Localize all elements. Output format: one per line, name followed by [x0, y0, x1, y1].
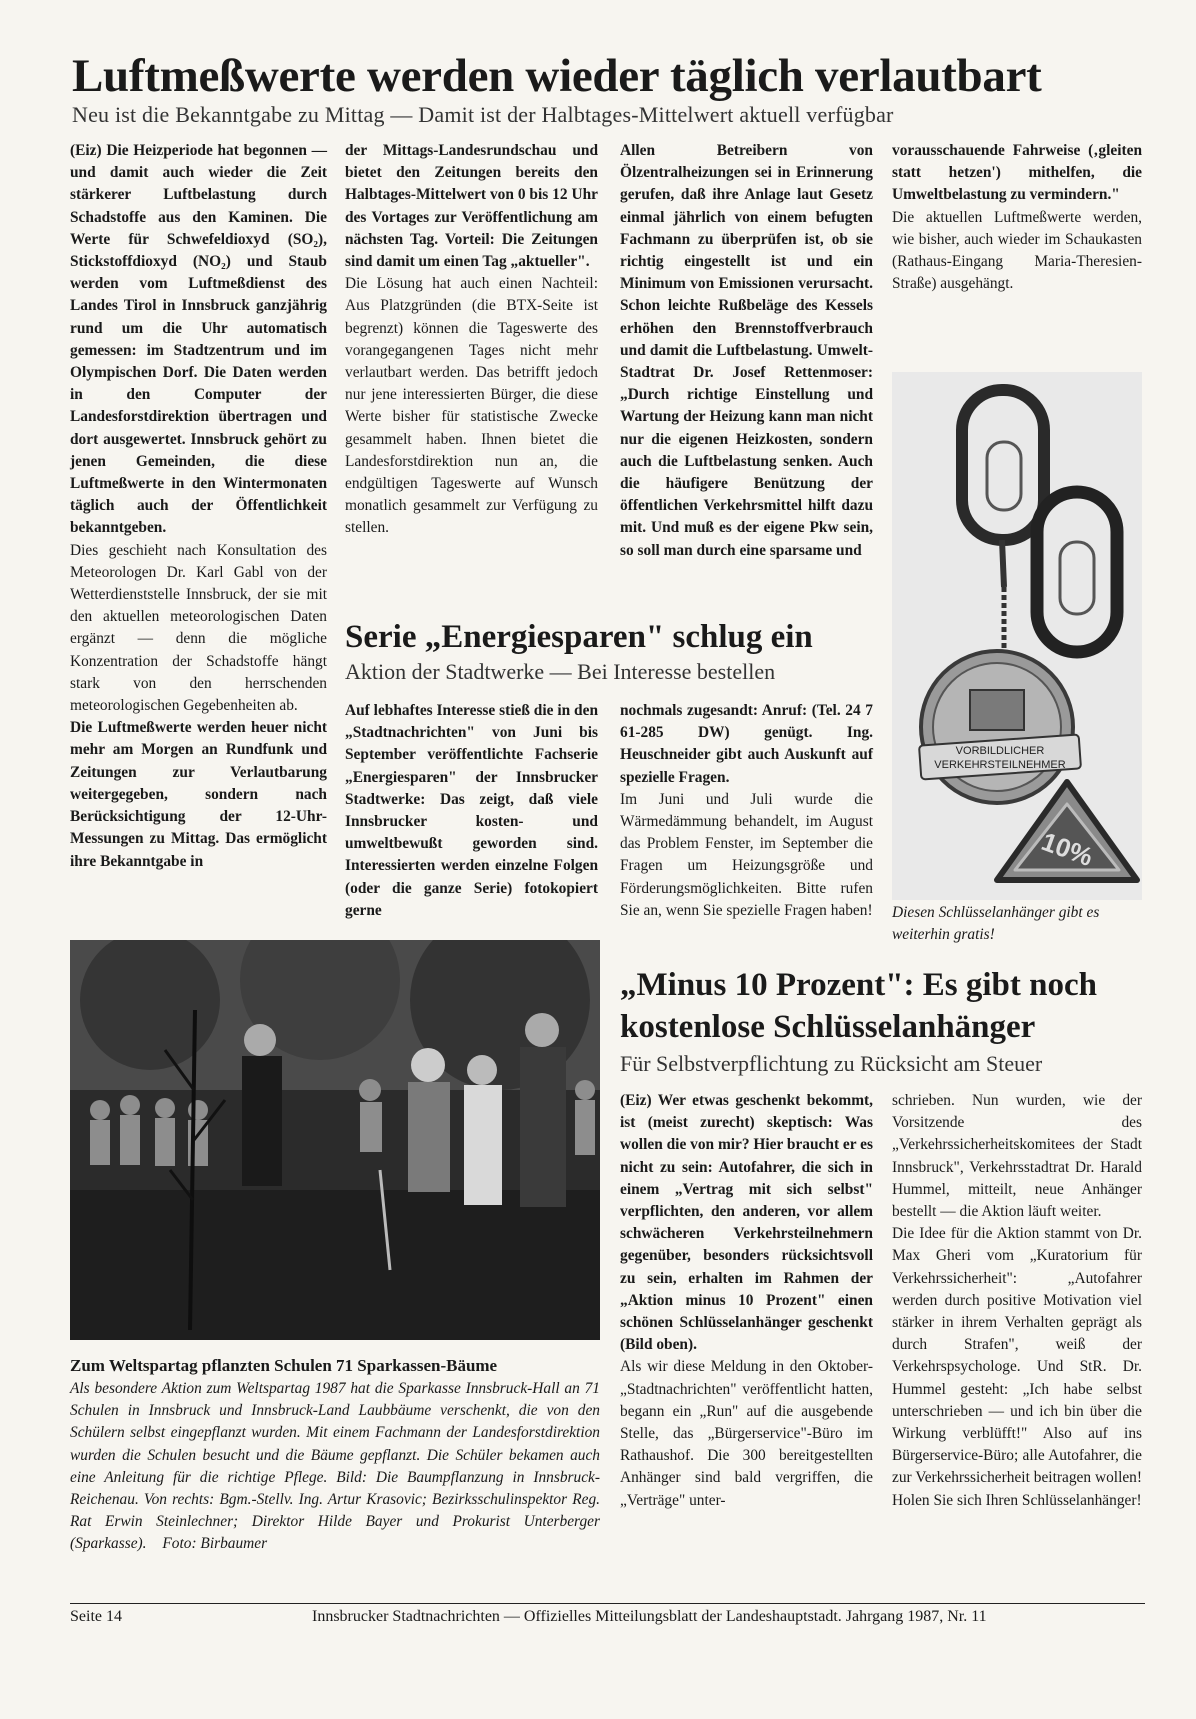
main-column-3	[620, 140, 873, 562]
main-col1-lead: (Eiz) Die Heizperiode hat begonnen — und damit auch wieder die Zeit stärkerer Luftbelastung durch Schadstoffe aus den Kaminen. Die Werte für Schwefeldioxyd (SO₂), Stickstoffdioxyd (NO₂) und Staub werden vom Luftmeßdienst des Landes Tirol in Innsbruck ganzjährig rund um die Uhr automatisch gemessen: im Stadtzentrum und im Olympischen Dorf. Die Daten werden in den Computer der Landesforstdirektion übertragen und dort ausgewertet. Innsbruck gehört zu jenen Gemeinden, die diese Luftmeßwerte in den Wintermonaten täglich auch der Öffentlichkeit bekanntgeben.	[70, 142, 327, 537]
main-column-4	[892, 140, 1142, 295]
main-subheadline: Neu ist die Bekanntgabe zu Mittag — Damit ist der Halbtages-Mittelwert aktuell verfügbar	[72, 102, 894, 127]
energy-column-1	[345, 700, 598, 922]
photo-credit: Foto: Birbaumer	[162, 1535, 268, 1553]
main-col4-body: Die aktuellen Luftmeßwerte werden, wie bisher, auch wieder im Schaukasten (Rathaus-Eingang Maria-Theresien-Straße) ausgehängt.	[892, 208, 1142, 293]
keychain-photo	[892, 372, 1142, 900]
photo-caption-title: Zum Weltspartag pflanzten Schulen 71 Sparkassen-Bäume	[70, 1356, 498, 1375]
minus10-subheadline: Für Selbstverpflichtung zu Rücksicht am Steuer	[620, 1051, 1043, 1076]
main-column-2	[345, 140, 598, 540]
footer-publication: Innsbrucker Stadtnachrichten — Offizielles Mitteilungsblatt der Landeshauptstadt. Jahrgang 1987, Nr. 11	[312, 1608, 987, 1625]
energy-col1-bold: Auf lebhaftes Interesse stieß die in den „Stadtnachrichten" von Juni bis September veröffentlichte Fachserie „Energiesparen" der Innsbrucker Stadtwerke: Das zeigt, daß viele Innsbrucker kosten- und umweltbewußt geworden sind. Interessierten werden einzelne Folgen (oder die ganze Serie) fotokopiert gerne	[345, 702, 598, 919]
main-col4-bold: vorausschauende Fahrweise (‚gleiten statt hetzen') mithelfen, die Umweltbelastung zu vermindern."	[892, 142, 1142, 204]
energy-col2-body: Im Juni und Juli wurde die Wärmedämmung behandelt, im August das Problem Fenster, im September die Fragen um Heizungsgröße und Förderungsmöglichkeiten. Bitte rufen Sie an, wenn Sie spezielle Fragen haben!	[620, 790, 873, 919]
footer-rule	[70, 1603, 1145, 1604]
photo-caption-text: Als besondere Aktion zum Weltspartag 1987 hat die Sparkasse Innsbruck-Hall an 71 Schulen in Innsbruck und Innsbruck-Land Laubbäume verschenkt, die von den Schülern selbst eingepflanzt wurden. Mit einem Fachmann der Landesforstdirektion wurden die Schulen besucht und die Bäume gepflanzt. Die Schüler bekamen auch eine Anleitung für die richtige Pflege. Bild: Die Baumpflanzung in Innsbruck-Reichenau. Von rechts: Bgm.-Stellv. Ing. Artur Krasovic; Bezirksschulinspektor Reg. Rat Erwin Steinlechner; Direktor Hilde Bayer und Prokurist Unterberger (Sparkasse).	[70, 1380, 600, 1553]
minus10-col1-body: Als wir diese Meldung in den Oktober-„Stadtnachrichten" veröffentlicht hatten, begann ein „Run" auf die ausgebende Stelle, das „Bürgerservice"-Büro im Rathaushof. Die 300 bereitgestellten Anhänger sind bald vergriffen, die „Verträge" unter-	[620, 1358, 873, 1509]
energy-column-2	[620, 700, 873, 922]
minus10-col1-bold: (Eiz) Wer etwas geschenkt bekommt, ist (meist zurecht) skeptisch: Was wollen die von mir? Hier braucht er es nicht zu sein: Autofahrer, die sich in einem „Vertrag mit sich selbst" verpflichten, den anderen, vor allem schwächeren Verkehrsteilnehmern gegenüber, besonders rücksichtsvoll zu sein, erhalten im Rahmen der „Aktion minus 10 Prozent" einen schönen Schlüsselanhänger geschenkt (Bild oben).	[620, 1092, 873, 1354]
main-col3-bold: Allen Betreibern von Ölzentralheizungen sei in Erinnerung gerufen, daß ihre Anlage laut Gesetz einmal jährlich von einem befugten Fachmann zu überprüfen ist, ob sie richtig eingestellt ist und ein Minimum von Emissionen verursacht. Schon leichte Rußbeläge des Kessels erhöhen den Brennstoffverbrauch und damit die Luftbelastung. Umwelt-Stadtrat Dr. Josef Rettenmoser: „Durch richtige Einstellung und Wartung der Heizung kann man nicht nur die eigenen Heizkosten, sondern auch die Luftbelastung senken. Auch die häufigere Benützung der öffentlichen Verkehrsmittel hilft dazu mit. Und muß es der eigene Pkw sein, so soll man durch eine sparsame und	[620, 142, 873, 559]
keychain-caption: Diesen Schlüsselanhänger gibt es weiterhin gratis!	[892, 904, 1100, 944]
minus10-col2-body2: Die Idee für die Aktion stammt von Dr. Max Gheri vom „Kuratorium für Verkehrssicherheit": „Autofahrer werden durch positive Motivation viel stärker in ihrem Verhalten geprägt als durch Strafen", weiß der Verkehrspsychologe. Und StR. Dr. Hummel gesteht: „Ich habe selbst unterschrieben — und ich bin über die Wirkung verblüfft!" Also auf ins Bürgerservice-Büro; alle Autofahrer, die zur Verkehrssicherheit beitragen wollen! Holen Sie sich Ihren Schlüsselanhänger!	[892, 1225, 1142, 1509]
badge-text-bottom: VERKEHRSTEILNEHMER	[934, 759, 1066, 771]
energy-subheadline: Aktion der Stadtwerke — Bei Interesse bestellen	[345, 659, 776, 684]
main-col1-bold2: Die Luftmeßwerte werden heuer nicht mehr am Morgen an Rundfunk und Zeitungen zur Verlautbarung weitergegeben, sondern nach Berücksichtigung der 12-Uhr-Messungen zu Mittag. Das ermöglicht ihre Bekanntgabe in	[70, 719, 327, 870]
main-column-1	[70, 140, 327, 873]
keychain-illustration	[892, 372, 1142, 900]
main-headline: Luftmeßwerte werden wieder täglich verlautbart	[72, 50, 1042, 102]
minus10-column-1	[620, 1090, 873, 1512]
minus10-column-2	[892, 1090, 1142, 1512]
main-col2-body: Die Lösung hat auch einen Nachteil: Aus Platzgründen (die BTX-Seite ist begrenzt) können die Tageswerte des vorangegangenen Tages nicht mehr verlautbart werden. Das betrifft jedoch nur jene interessierten Bürger, die diese Werte bisher für statistische Zwecke gesammelt haben. Ihnen bietet die Landesforstdirektion nun an, die endgültigen Tageswerte auf Wunsch monatlich gesammelt zur Verfügung zu stellen.	[345, 275, 598, 537]
badge-text-top: VORBILDLICHER	[955, 745, 1045, 757]
energy-col2-bold: nochmals zugesandt: Anruf: (Tel. 24 7 61-285 DW) genügt. Ing. Heuschneider gibt auch Auskunft auf spezielle Fragen.	[620, 702, 873, 786]
main-col2-bold: der Mittags-Landesrundschau und bietet den Zeitungen bereits den Halbtages-Mittelwert von 0 bis 12 Uhr des Vortages zur Veröffentlichung am nächsten Tag. Vorteil: Die Zeitungen sind damit um einen Tag „aktueller".	[345, 142, 598, 271]
main-col1-body: Dies geschieht nach Konsultation des Meteorologen Dr. Karl Gabl von der Wetterdienststelle Innsbruck, der sie mit den aktuellen meteorologischen Daten ergänzt — denn die mögliche Konzentration der Schadstoffe hängt stark von den herrschenden meteorologischen Gegebenheiten ab.	[70, 541, 327, 715]
tree-planting-illustration	[70, 940, 600, 1340]
photo-caption	[70, 1378, 600, 1556]
energy-headline: Serie „Energiesparen" schlug ein	[345, 619, 813, 655]
minus10-headline: „Minus 10 Prozent": Es gibt noch kostenlose Schlüsselanhänger	[620, 967, 1097, 1045]
minus10-col2-body1: schrieben. Nun wurden, wie der Vorsitzende des „Verkehrssicherheitskomitees der Stadt Innsbruck", Verkehrsstadtrat Dr. Harald Hummel, mitteilt, neue Anhänger bestellt — die Aktion läuft weiter.	[892, 1092, 1142, 1221]
footer-page-number: Seite 14	[70, 1608, 122, 1625]
triangle-text: 10%	[1037, 826, 1097, 873]
tree-planting-photo	[70, 940, 600, 1340]
